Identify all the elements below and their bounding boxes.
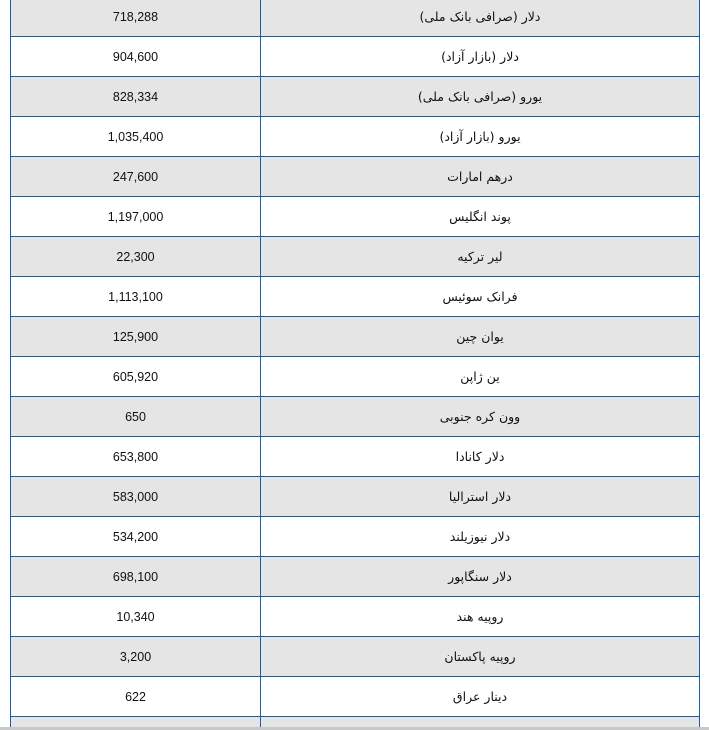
table-row [11,557,700,597]
rate-value: 583,000 [11,477,261,517]
table-row [11,397,700,437]
rate-value: 622 [11,677,261,717]
table-row [11,157,700,197]
currency-name: دینار عراق [261,677,700,717]
table-row [11,357,700,397]
currency-name: دلار کانادا [261,437,700,477]
currency-name: یوان چین [261,317,700,357]
rate-value: 1,113,100 [11,277,261,317]
rate-value: 534,200 [11,517,261,557]
rate-value: 904,600 [11,37,261,77]
currency-name: وون کره جنوبی [261,397,700,437]
currency-name: لیر ترکیه [261,237,700,277]
table-row [11,77,700,117]
currency-name: فرانک سوئیس [261,277,700,317]
rate-value: 10,340 [11,597,261,637]
currency-name: پوند انگلیس [261,197,700,237]
table-row [11,117,700,157]
currency-name: دلار (بازار آزاد) [261,37,700,77]
table-row [11,37,700,77]
table-row [11,197,700,237]
table-row [11,517,700,557]
currency-name: روپیه هند [261,597,700,637]
rate-value: 125,900 [11,317,261,357]
table-row [11,477,700,517]
currency-name: ین ژاپن [261,357,700,397]
rate-value: 650 [11,397,261,437]
rate-value: 3,200 [11,637,261,677]
rate-value: 247,600 [11,157,261,197]
table-row [11,0,700,37]
rate-value: 718,288 [11,0,261,37]
rate-value: 1,035,400 [11,117,261,157]
currency-name: درهم امارات [261,157,700,197]
currency-name: دلار استرالیا [261,477,700,517]
currency-name: دلار (صرافی بانک ملی) [261,0,700,37]
currency-name: دلار نیوزیلند [261,517,700,557]
currency-name: روپیه پاکستان [261,637,700,677]
rate-value: 653,800 [11,437,261,477]
currency-rates-table [10,0,700,730]
rate-value: 22,300 [11,237,261,277]
table-row [11,317,700,357]
currency-name: دلار سنگاپور [261,557,700,597]
rate-value: 605,920 [11,357,261,397]
rate-value: 1,197,000 [11,197,261,237]
rate-value: 698,100 [11,557,261,597]
currency-name: یورو (بازار آزاد) [261,117,700,157]
currency-name: یورو (صرافی بانک ملی) [261,77,700,117]
table-row [11,277,700,317]
table-row [11,677,700,717]
table-row [11,437,700,477]
table-row [11,637,700,677]
table-row [11,597,700,637]
rate-value: 828,334 [11,77,261,117]
table-row [11,237,700,277]
